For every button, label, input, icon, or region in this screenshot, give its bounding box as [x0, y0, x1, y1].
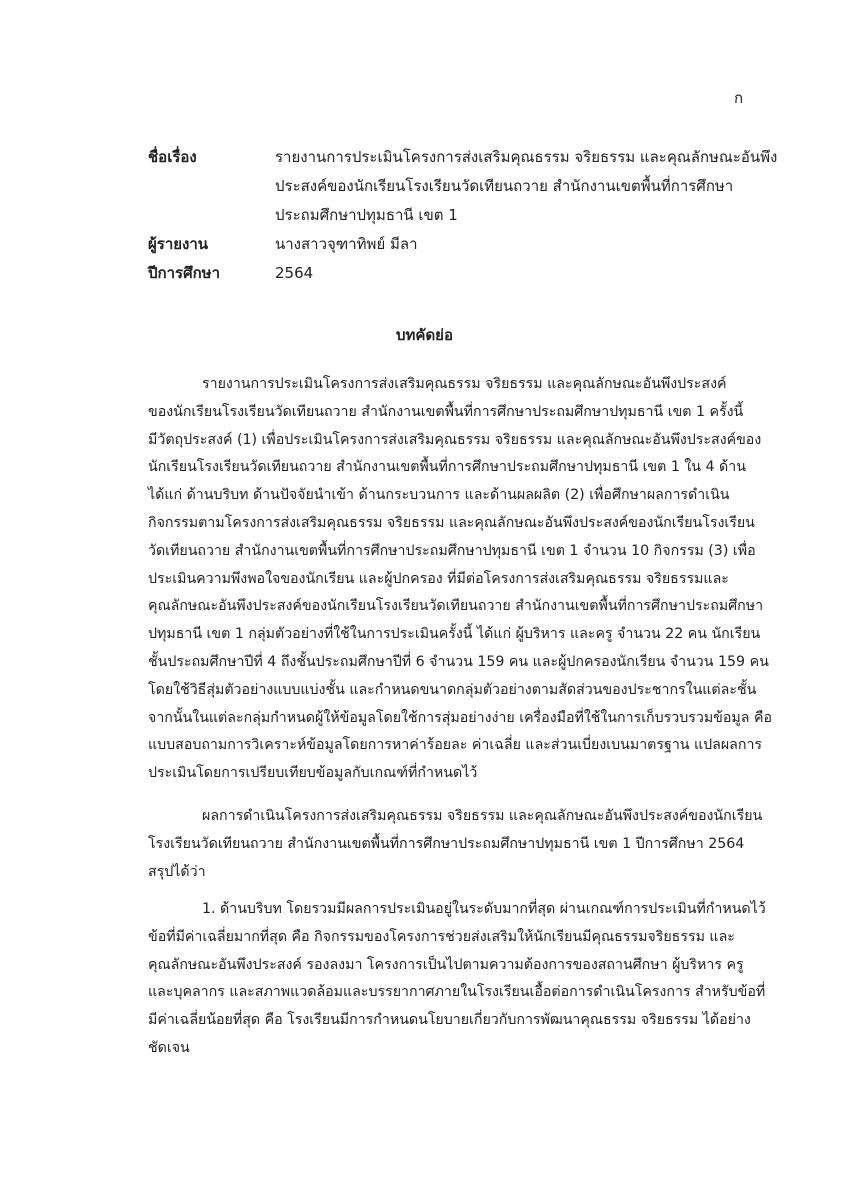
abstract-paragraph — [148, 371, 772, 788]
title-line: ประถมศึกษาปทุมธานี เขต 1 — [275, 206, 458, 224]
paragraph-line: แบบสอบถามการวิเคราะห์ข้อมูลโดยการหาค่าร้อยละ ค่าเฉลี่ย และส่วนเบี่ยงเบนมาตรฐาน แปลผลการ — [148, 737, 763, 754]
paragraph-line: รายงานการประเมินโครงการส่งเสริมคุณธรรม จริยธรรม และคุณลักษณะอันพึงประสงค์ — [202, 376, 727, 392]
paragraph-line: ประเมินความพึงพอใจของนักเรียน และผู้ปกครอง ที่มีต่อโครงการส่งเสริมคุณธรรม จริยธรรมและ — [148, 570, 729, 587]
paragraph-line: ประเมินโดยการเปรียบเทียบข้อมูลกับเกณฑ์ที่กำหนดไว้ — [148, 765, 478, 782]
paragraph-line: ได้แก่ ด้านบริบท ด้านปัจจัยนำเข้า ด้านกระบวนการ และด้านผลผลิต (2) เพื่อศึกษาผลการดำเนิน — [148, 487, 730, 504]
page-number: ก — [734, 89, 744, 107]
paragraph-line: ชัดเจน — [148, 1039, 190, 1056]
paragraph-line: วัดเทียนถวาย สำนักงานเขตพื้นที่การศึกษาประถมศึกษาปทุมธานี เขต 1 จำนวน 10 กิจกรรม (3) เพื่อ — [148, 542, 756, 559]
paragraph-line: ข้อที่มีค่าเฉลี่ยมากที่สุด คือ กิจกรรมของโครงการช่วยส่งเสริมให้นักเรียนมีคุณธรรมจริยธรรม และ — [148, 928, 735, 945]
paragraph-line: จากนั้นในแต่ละกลุ่มกำหนดผู้ให้ข้อมูลโดยใช้การสุ่มอย่างง่าย เครื่องมือที่ใช้ในการเก็บรวบรวมข้อมูล คือ — [148, 709, 772, 726]
paragraph-line: กิจกรรมตามโครงการส่งเสริมคุณธรรม จริยธรรม และคุณลักษณะอันพึงประสงค์ของนักเรียนโรงเรียน — [148, 514, 755, 531]
title-value — [275, 143, 777, 230]
abstract-paragraph — [148, 803, 763, 886]
author-value: นางสาวจุฑาทิพย์ มีลา — [275, 235, 418, 253]
paragraph-line: ปทุมธานี เขต 1 กลุ่มตัวอย่างที่ใช้ในการประเมินครั้งนี้ ได้แก่ ผู้บริหาร และครู จำนวน 22 คน นักเรียน — [148, 626, 761, 643]
paragraph-line: และบุคลากร และสภาพแวดล้อมและบรรยากาศภายในโรงเรียนเอื้อต่อการดำเนินโครงการ สำหรับข้อที่ — [148, 984, 766, 1001]
paragraph-line: มีค่าเฉลี่ยน้อยที่สุด คือ โรงเรียนมีการกำหนดนโยบายเกี่ยวกับการพัฒนาคุณธรรม จริยธรรม ได้อย่าง — [148, 1012, 751, 1029]
year-label: ปีการศึกษา — [148, 264, 220, 282]
paragraph-line: นักเรียนโรงเรียนวัดเทียนถวาย สำนักงานเขตพื้นที่การศึกษาประถมศึกษาปทุมธานี เขต 1 ใน 4 ด้าน — [148, 459, 746, 476]
paragraph-line: คุณลักษณะอันพึงประสงค์ รองลงมา โครงการเป็นไปตามความต้องการของสถานศึกษา ผู้บริหาร ครู — [148, 956, 744, 973]
paragraph-line: คุณลักษณะอันพึงประสงค์ของนักเรียนโรงเรียนวัดเทียนถวาย สำนักงานเขตพื้นที่การศึกษาประถมศึกษา — [148, 598, 764, 615]
paragraph-line: มีวัตถุประสงค์ (1) เพื่อประเมินโครงการส่งเสริมคุณธรรม จริยธรรม และคุณลักษณะอันพึงประสงค์ของ — [148, 431, 762, 448]
author-label: ผู้รายงาน — [148, 235, 209, 253]
paragraph-line: สรุปได้ว่า — [148, 863, 206, 880]
paragraph-line: ชั้นประถมศึกษาปีที่ 4 ถึงชั้นประถมศึกษาปีที่ 6 จำนวน 159 คน และผู้ปกครองนักเรียน จำนวน 159 คน — [148, 653, 769, 670]
paragraph-line: 1. ด้านบริบท โดยรวมมีผลการประเมินอยู่ในระดับมากที่สุด ผ่านเกณฑ์การประเมินที่กำหนดไว้ — [202, 901, 766, 917]
abstract-paragraph — [148, 896, 766, 1063]
abstract-heading: บทคัดย่อ — [396, 326, 453, 344]
paragraph-line: โดยใช้วิธีสุ่มตัวอย่างแบบแบ่งชั้น และกำหนดขนาดกลุ่มตัวอย่างตามสัดส่วนของประชากรในแต่ละชั้น — [148, 681, 757, 698]
title-line: รายงานการประเมินโครงการส่งเสริมคุณธรรม จริยธรรม และคุณลักษณะอันพึง — [275, 148, 778, 166]
paragraph-line: โรงเรียนวัดเทียนถวาย สำนักงานเขตพื้นที่การศึกษาประถมศึกษาปทุมธานี เขต 1 ปีการศึกษา 2564 — [148, 835, 745, 852]
title-label: ชื่อเรื่อง — [148, 148, 197, 166]
paragraph-line: ผลการดำเนินโครงการส่งเสริมคุณธรรม จริยธรรม และคุณลักษณะอันพึงประสงค์ของนักเรียน — [202, 808, 763, 824]
paragraph-line: ของนักเรียนโรงเรียนวัดเทียนถวาย สำนักงานเขตพื้นที่การศึกษาประถมศึกษาปทุมธานี เขต 1 ครั้งนี้ — [148, 403, 744, 420]
title-line: ประสงค์ของนักเรียนโรงเรียนวัดเทียนถวาย สำนักงานเขตพื้นที่การศึกษา — [275, 177, 734, 195]
year-value: 2564 — [275, 264, 314, 282]
